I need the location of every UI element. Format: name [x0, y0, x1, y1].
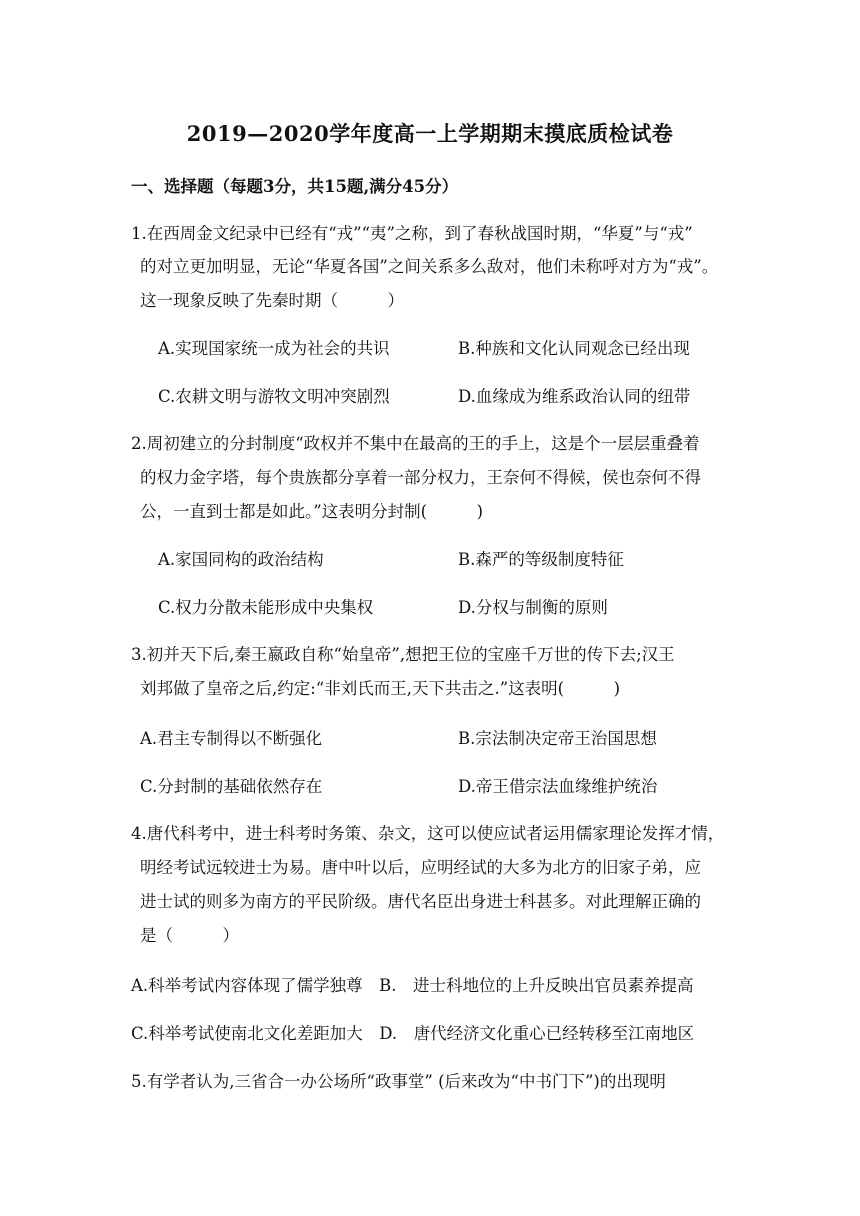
question-line: 明经考试远较进士为易。唐中叶以后，应明经试的大多为北方的旧家子弟，应 [140, 858, 701, 877]
question-line: 5.有学者认为,三省合一办公场所“政事堂” (后来改为“中书门下”)的出现明 [131, 1072, 666, 1091]
question-line: 这一现象反映了先秦时期（ ） [140, 291, 404, 310]
option-c[interactable]: C.权力分散未能形成中央集权 [158, 598, 374, 617]
question-line: 3.初并天下后,秦王嬴政自称“始皇帝”,想把王位的宝座千万世的传下去;汉王 [131, 645, 675, 664]
option-b[interactable]: B.宗法制决定帝王治国思想 [458, 729, 657, 748]
option-c[interactable]: C.分封制的基础依然存在 [140, 777, 323, 796]
question-line: 刘邦做了皇帝之后,约定:“非刘氏而王,天下共击之.”这表明( ) [140, 679, 621, 698]
option-a[interactable]: A.君主专制得以不断强化 [140, 729, 323, 748]
option-cd[interactable]: C.科举考试使南北文化差距加大 D. 唐代经济文化重心已经转移至江南地区 [131, 1024, 695, 1043]
option-b[interactable]: B.森严的等级制度特征 [458, 550, 624, 569]
section-heading: 一、选择题（每题3分，共15题,满分45分） [131, 177, 459, 196]
question-line: 的对立更加明显，无论“华夏各国”之间关系多么敌对，他们未称呼对方为“戎”。 [140, 257, 719, 276]
question-line: 1.在西周金文纪录中已经有“戎”“夷”之称，到了春秋战国时期，“华夏”与“戎” [131, 224, 693, 243]
question-line: 的权力金字塔，每个贵族都分享着一部分权力，王奈何不得候，侯也奈何不得 [140, 468, 701, 487]
question-line: 公，一直到士都是如此。”这表明分封制( ) [140, 502, 484, 521]
question-line: 2.周初建立的分封制度“政权并不集中在最高的王的手上，这是个一层层重叠着 [131, 434, 700, 453]
option-d[interactable]: D.血缘成为维系政治认同的纽带 [458, 387, 691, 406]
option-c[interactable]: C.农耕文明与游牧文明冲突剧烈 [158, 387, 390, 406]
question-line: 是（ ） [140, 926, 239, 945]
option-d[interactable]: D.分权与制衡的原则 [458, 598, 608, 617]
question-line: 进士试的则多为南方的平民阶级。唐代名臣出身进士科甚多。对此理解正确的 [140, 892, 701, 911]
option-a[interactable]: A.实现国家统一成为社会的共识 [158, 339, 390, 358]
page-title: 2019—2020学年度高一上学期期末摸底质检试卷 [186, 121, 674, 146]
question-line: 4.唐代科考中，进士科考时务策、杂文，这可以使应试者运用儒家理论发挥才情， [131, 824, 725, 843]
option-a[interactable]: A.家国同构的政治结构 [158, 550, 324, 569]
option-d[interactable]: D.帝王借宗法血缘维护统治 [458, 777, 658, 796]
option-b[interactable]: B.种族和文化认同观念已经出现 [458, 339, 690, 358]
option-ab[interactable]: A.科举考试内容体现了儒学独尊 B. 进士科地位的上升反映出官员素养提高 [131, 976, 694, 995]
